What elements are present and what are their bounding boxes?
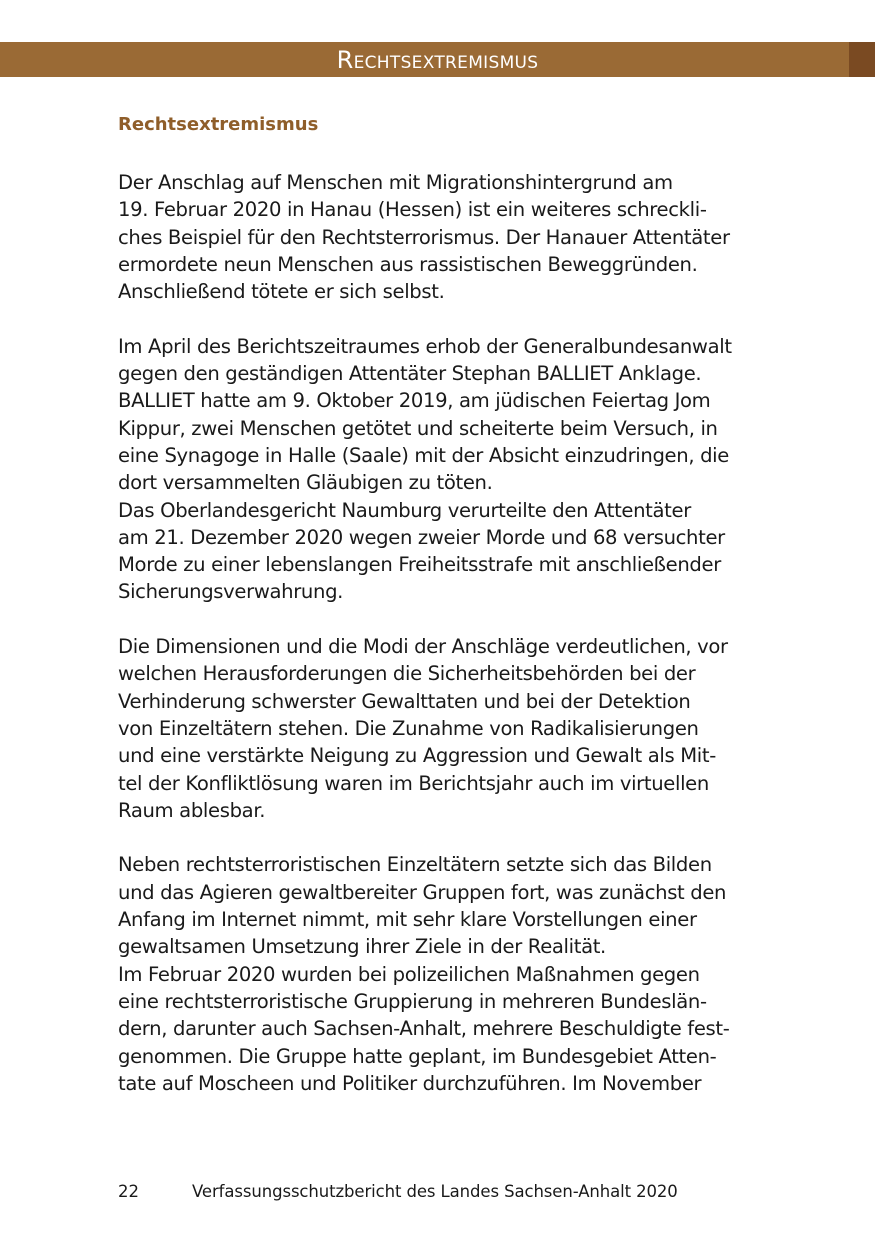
text-line: tel der Konfliktlösung waren im Berichtsjahr auch im virtuellen <box>118 771 709 795</box>
paragraph-1 <box>118 169 768 305</box>
text-line: Anfang im Internet nimmt, mit sehr klare Vorstellungen einer <box>118 908 697 932</box>
text-line: welchen Herausforderungen die Sicherheitsbehörden bei der <box>118 662 696 686</box>
text-line: Die Dimensionen und die Modi der Anschläge verdeutlichen, vor <box>118 635 728 659</box>
text-line: Im Februar 2020 wurden bei polizeilichen Maßnahmen gegen <box>118 962 700 986</box>
text-line: gewaltsamen Umsetzung ihrer Ziele in der Realität. <box>118 935 606 959</box>
text-line: von Einzeltätern stehen. Die Zunahme von Radikalisierungen <box>118 716 699 740</box>
text-line: dern, darunter auch Sachsen-Anhalt, mehrere Beschuldigte fest- <box>118 1017 730 1041</box>
text-line: Das Oberlandesgericht Naumburg verurteilte den Attentäter <box>118 498 691 522</box>
text-line: Im April des Berichtszeitraumes erhob der Generalbundesanwalt <box>118 334 732 358</box>
chapter-title: Rechtsextremismus <box>336 46 539 74</box>
body-text <box>118 169 768 1124</box>
text-line: eine Synagoge in Halle (Saale) mit der Absicht einzudringen, die <box>118 443 729 467</box>
text-line: Neben rechtsterroristischen Einzeltätern setzte sich das Bilden <box>118 853 712 877</box>
text-line: Sicherungsverwahrung. <box>118 580 344 604</box>
section-heading: Rechtsextremismus <box>118 114 319 135</box>
text-line: ches Beispiel für den Rechtsterrorismus. Der Hanauer Attentäter <box>118 225 730 249</box>
text-line: gegen den geständigen Attentäter Stephan BALLIET Anklage. <box>118 362 702 386</box>
text-line: dort versammelten Gläubigen zu töten. <box>118 471 493 495</box>
text-line: BALLIET hatte am 9. Oktober 2019, am jüdischen Feiertag Jom <box>118 389 711 413</box>
paragraph-4 <box>118 851 768 1097</box>
text-line: 19. Februar 2020 in Hanau (Hessen) ist ein weiteres schreckli- <box>118 198 707 222</box>
text-line: und das Agieren gewaltbereiter Gruppen fort, was zunächst den <box>118 880 727 904</box>
text-line: am 21. Dezember 2020 wegen zweier Morde und 68 versuchter <box>118 525 725 549</box>
text-line: Anschließend tötete er sich selbst. <box>118 280 445 304</box>
page-number: 22 <box>118 1182 139 1201</box>
text-line: tate auf Moscheen und Politiker durchzuführen. Im November <box>118 1071 702 1095</box>
paragraph-2 <box>118 333 768 606</box>
paragraph-3 <box>118 633 768 824</box>
text-line: Der Anschlag auf Menschen mit Migrationshintergrund am <box>118 171 673 194</box>
text-line: Kippur, zwei Menschen getötet und scheiterte beim Versuch, in <box>118 416 718 440</box>
text-line: eine rechtsterroristische Gruppierung in mehreren Bundeslän- <box>118 989 707 1013</box>
text-line: ermordete neun Menschen aus rassistischen Beweggründen. <box>118 252 698 276</box>
text-line: und eine verstärkte Neigung zu Aggression und Gewalt als Mit- <box>118 744 716 768</box>
text-line: genommen. Die Gruppe hatte geplant, im Bundesgebiet Atten- <box>118 1044 717 1068</box>
publication-title: Verfassungsschutzbericht des Landes Sachsen-Anhalt 2020 <box>192 1182 678 1201</box>
text-line: Verhinderung schwerster Gewalttaten und bei der Detektion <box>118 689 691 713</box>
text-line: Raum ablesbar. <box>118 798 266 822</box>
text-line: Morde zu einer lebenslangen Freiheitsstrafe mit anschließender <box>118 553 721 577</box>
